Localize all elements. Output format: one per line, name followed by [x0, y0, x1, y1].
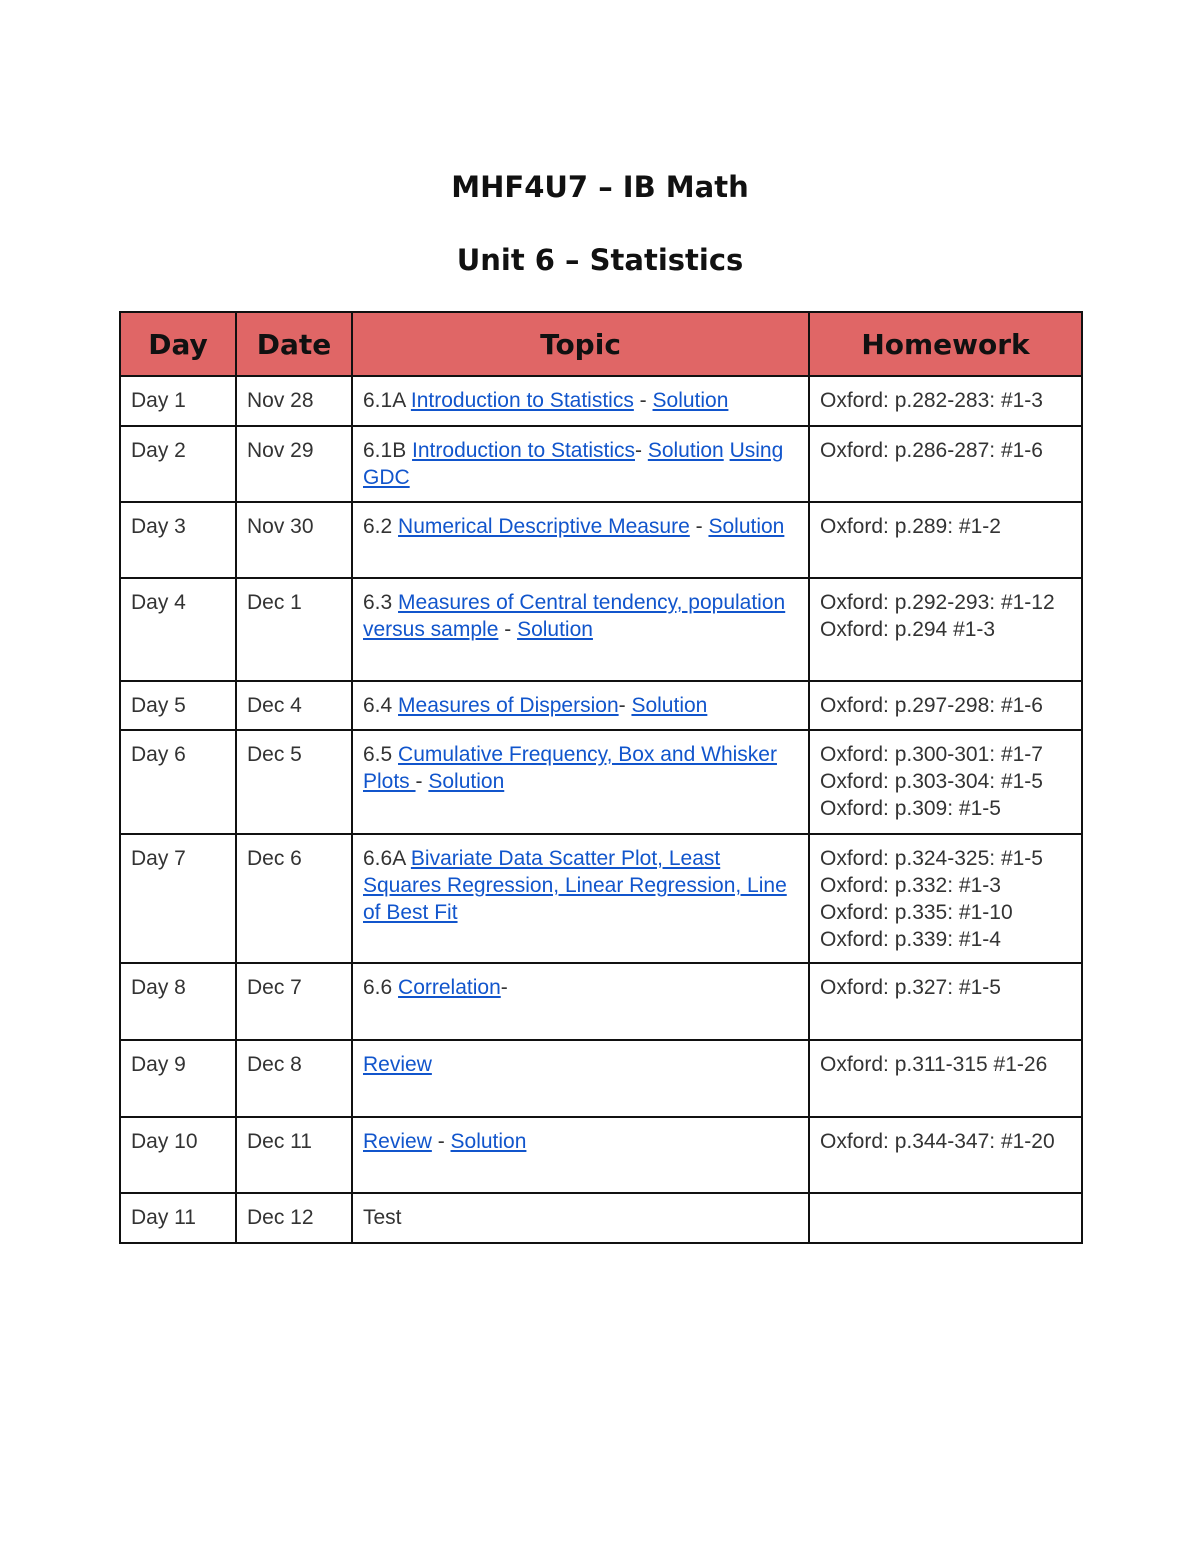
homework-line: Oxford: p.344-347: #1-20 — [820, 1130, 1055, 1153]
date-cell: Nov 28 — [236, 376, 352, 426]
topic-cell — [352, 426, 809, 502]
homework-line: Oxford: p.324-325: #1-5 — [820, 847, 1043, 870]
table-row — [120, 502, 1082, 578]
date-cell: Dec 12 — [236, 1193, 352, 1243]
topic-cell — [352, 834, 809, 963]
date-cell: Dec 6 — [236, 834, 352, 963]
homework-cell — [809, 426, 1082, 502]
topic-link[interactable]: Cumulative Frequency, Box and Whisker Plots — [363, 743, 777, 793]
topic-link[interactable]: Solution — [647, 439, 724, 462]
day-cell: Day 2 — [120, 426, 236, 502]
homework-line: Oxford: p.286-287: #1-6 — [820, 439, 1043, 462]
day-cell: Day 6 — [120, 730, 236, 834]
date-cell: Dec 1 — [236, 578, 352, 681]
date-cell: Dec 11 — [236, 1117, 352, 1193]
date-cell: Nov 29 — [236, 426, 352, 502]
homework-line: Oxford: p.309: #1-5 — [820, 797, 1001, 820]
date-cell: Dec 5 — [236, 730, 352, 834]
topic-cell — [352, 730, 809, 834]
topic-text: - — [500, 976, 508, 999]
table-row — [120, 426, 1082, 502]
homework-line: Oxford: p.335: #1-10 — [820, 901, 1013, 924]
topic-text: 6.5 — [363, 743, 399, 766]
homework-cell — [809, 1117, 1082, 1193]
homework-line: Oxford: p.282-283: #1-3 — [820, 389, 1043, 412]
unit-title: Unit 6 – Statistics — [456, 243, 744, 277]
day-cell: Day 11 — [120, 1193, 236, 1243]
day-cell: Day 4 — [120, 578, 236, 681]
topic-cell — [352, 963, 809, 1040]
homework-line: Oxford: p.292-293: #1-12 — [820, 591, 1055, 614]
topic-link[interactable]: Introduction to Statistics — [410, 389, 634, 412]
day-cell: Day 10 — [120, 1117, 236, 1193]
homework-line: Oxford: p.297-298: #1-6 — [820, 694, 1043, 717]
topic-text: 6.1B — [363, 439, 413, 462]
day-cell: Day 5 — [120, 681, 236, 730]
topic-text: 6.6A — [363, 847, 411, 870]
date-cell: Dec 4 — [236, 681, 352, 730]
topic-link[interactable]: Measures of Central tendency, population versus sample — [363, 591, 786, 641]
table-row — [120, 963, 1082, 1040]
topic-link[interactable]: Correlation — [398, 976, 501, 999]
topic-text: - — [431, 1130, 451, 1153]
homework-line: Oxford: p.303-304: #1-5 — [820, 770, 1043, 793]
topic-text: 6.6 — [363, 976, 399, 999]
date-cell: Dec 8 — [236, 1040, 352, 1117]
date-cell: Nov 30 — [236, 502, 352, 578]
table-row — [120, 1040, 1082, 1117]
topic-text: Test — [363, 1206, 402, 1229]
schedule-table — [119, 311, 1083, 1244]
table-row — [120, 578, 1082, 681]
homework-cell — [809, 578, 1082, 681]
homework-line: Oxford: p.339: #1-4 — [820, 928, 1001, 951]
table-body — [120, 376, 1082, 1243]
topic-link[interactable]: Solution — [450, 1130, 527, 1153]
topic-cell — [352, 502, 809, 578]
topic-link[interactable]: Review — [363, 1053, 432, 1076]
topic-text: - — [498, 618, 518, 641]
homework-cell — [809, 681, 1082, 730]
table-row — [120, 376, 1082, 426]
topic-text: - — [635, 439, 648, 462]
homework-line: Oxford: p.294 #1-3 — [820, 618, 996, 641]
homework-cell — [809, 1193, 1082, 1243]
day-cell: Day 1 — [120, 376, 236, 426]
topic-cell — [352, 1117, 809, 1193]
homework-cell — [809, 502, 1082, 578]
header-row — [120, 312, 1082, 376]
topic-link[interactable]: Solution — [708, 515, 785, 538]
day-cell: Day 9 — [120, 1040, 236, 1117]
homework-line: Oxford: p.327: #1-5 — [820, 976, 1001, 999]
topic-link[interactable]: Solution — [517, 618, 593, 641]
topic-cell — [352, 681, 809, 730]
topic-text: - — [415, 770, 429, 793]
homework-cell — [809, 376, 1082, 426]
header-topic: Topic — [352, 312, 809, 376]
topic-text: 6.3 — [363, 591, 399, 614]
topic-cell — [352, 376, 809, 426]
homework-line: Oxford: p.289: #1-2 — [820, 515, 1001, 538]
topic-link[interactable]: Measures of Dispersion — [398, 694, 619, 717]
topic-text: 6.4 — [363, 694, 399, 717]
topic-link[interactable]: Solution — [652, 389, 729, 412]
day-cell: Day 7 — [120, 834, 236, 963]
table-row — [120, 1193, 1082, 1243]
homework-line: Oxford: p.311-315 #1-26 — [820, 1053, 1048, 1076]
table-row — [120, 834, 1082, 963]
topic-link[interactable]: Solution — [631, 694, 708, 717]
homework-cell — [809, 963, 1082, 1040]
homework-cell — [809, 730, 1082, 834]
topic-text: 6.1A — [363, 389, 411, 412]
topic-text: 6.2 — [363, 515, 399, 538]
topic-text: - — [618, 694, 632, 717]
table-row — [120, 681, 1082, 730]
homework-cell — [809, 834, 1082, 963]
header-day: Day — [120, 312, 236, 376]
day-cell: Day 3 — [120, 502, 236, 578]
table-row — [120, 730, 1082, 834]
topic-link[interactable]: Using GDC — [363, 439, 784, 489]
date-cell: Dec 7 — [236, 963, 352, 1040]
course-title: MHF4U7 – IB Math — [451, 170, 749, 204]
topic-cell — [352, 1193, 809, 1243]
topic-link[interactable]: Numerical Descriptive Measure — [398, 515, 690, 538]
header-date: Date — [236, 312, 352, 376]
topic-cell — [352, 1040, 809, 1117]
table-header — [120, 312, 1082, 376]
header-homework: Homework — [809, 312, 1082, 376]
topic-cell — [352, 578, 809, 681]
topic-text: - — [633, 389, 653, 412]
topic-link[interactable]: Introduction to Statistics — [412, 439, 635, 462]
topic-link[interactable]: Review — [363, 1130, 432, 1153]
topic-text: - — [689, 515, 709, 538]
homework-line: Oxford: p.300-301: #1-7 — [820, 743, 1043, 766]
topic-link[interactable]: Solution — [428, 770, 505, 793]
homework-cell — [809, 1040, 1082, 1117]
topic-link[interactable]: Bivariate Data Scatter Plot, Least Squares Regression, Linear Regression, Line of Best Fit — [363, 847, 787, 924]
homework-line: Oxford: p.332: #1-3 — [820, 874, 1001, 897]
day-cell: Day 8 — [120, 963, 236, 1040]
table-row — [120, 1117, 1082, 1193]
